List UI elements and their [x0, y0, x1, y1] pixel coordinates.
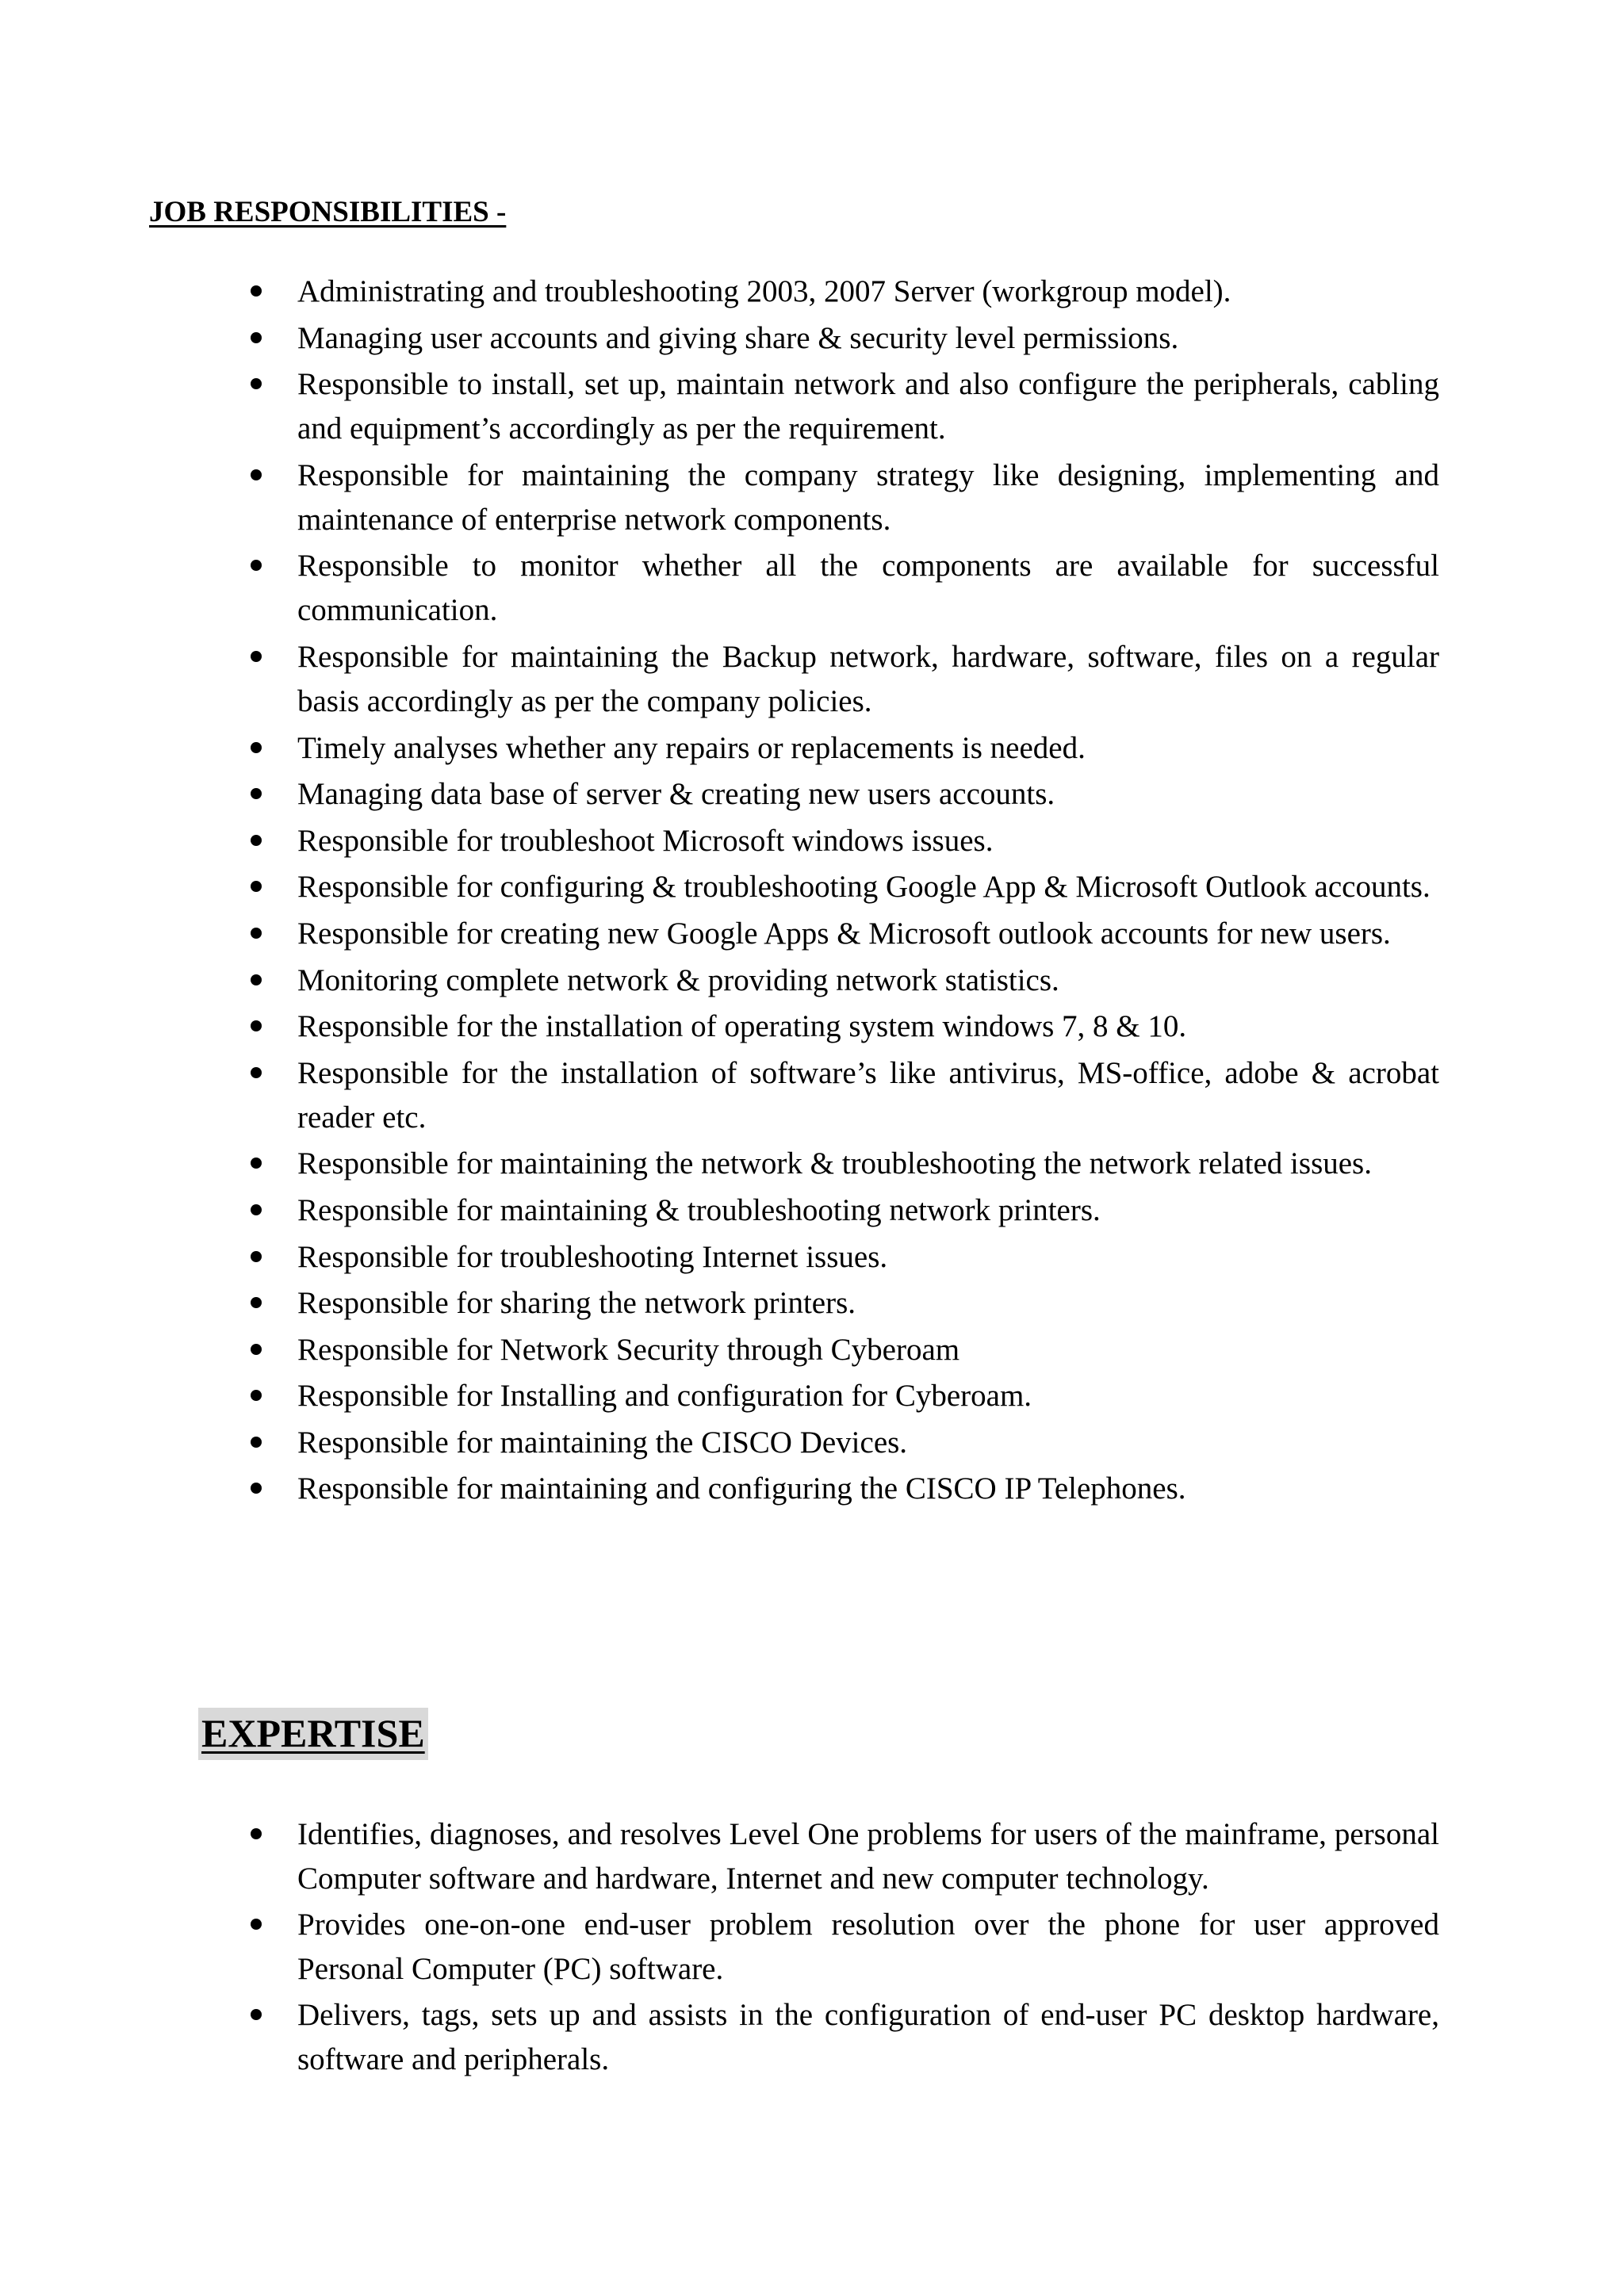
list-item-text: Responsible for configuring & troubleshooting Google App & Microsoft Outlook accounts. — [297, 870, 1431, 905]
list-item — [297, 1051, 1439, 1140]
list-item-text: Responsible for maintaining the company strategy like designing, implementing and maintenance of enterprise network components. — [297, 457, 1439, 537]
bullet-icon — [251, 651, 262, 662]
bullet-icon — [251, 1067, 262, 1078]
list-item-text: Responsible for maintaining the Backup network, hardware, software, files on a regular basis accordingly as per the company policies. — [297, 639, 1439, 718]
list-item-text: Responsible for troubleshoot Microsoft windows issues. — [297, 823, 994, 858]
list-item — [297, 865, 1439, 909]
list-item — [297, 726, 1439, 771]
bullet-icon — [251, 1204, 262, 1215]
bullet-icon — [251, 788, 262, 799]
list-item — [297, 1281, 1439, 1326]
expertise-heading: EXPERTISE — [198, 1708, 428, 1760]
list-item-text: Responsible for creating new Google Apps & Microsoft outlook accounts for new users. — [297, 916, 1391, 951]
list-item-text: Monitoring complete network & providing network statistics. — [297, 962, 1059, 997]
list-item — [297, 959, 1439, 1003]
list-item — [297, 1235, 1439, 1280]
bullet-icon — [251, 1919, 262, 1930]
job-responsibilities-heading: JOB RESPONSIBILITIES - — [149, 196, 507, 228]
bullet-icon — [251, 285, 262, 297]
bullet-icon — [251, 1297, 262, 1308]
list-item-text: Responsible to install, set up, maintain network and also configure the peripherals, cabling and equipment’s accordingly as per the requirement. — [297, 367, 1439, 446]
bullet-icon — [251, 1344, 262, 1355]
list-item-text: Responsible for sharing the network printers. — [297, 1286, 856, 1321]
bullet-icon — [251, 1158, 262, 1169]
list-item — [297, 912, 1439, 956]
list-item — [297, 1328, 1439, 1372]
list-item-text: Delivers, tags, sets up and assists in the configuration of end-user PC desktop hardware, software and peripherals. — [297, 1998, 1439, 2076]
bullet-icon — [251, 1483, 262, 1494]
bullet-icon — [251, 1828, 262, 1839]
list-item — [297, 1993, 1439, 2082]
bullet-icon — [251, 1390, 262, 1401]
bullet-icon — [251, 1251, 262, 1262]
bullet-icon — [251, 1020, 262, 1031]
list-item — [297, 1467, 1439, 1511]
bullet-icon — [251, 469, 262, 480]
list-item-text: Responsible for Installing and configuration for Cyberoam. — [297, 1379, 1032, 1414]
list-item — [297, 453, 1439, 542]
list-item — [297, 635, 1439, 724]
list-item — [297, 362, 1439, 451]
bullet-icon — [251, 742, 262, 753]
list-item-text: Responsible for Network Security through Cyberoam — [297, 1332, 960, 1367]
bullet-icon — [251, 332, 262, 343]
list-item — [297, 316, 1439, 361]
bullet-icon — [251, 928, 262, 939]
list-item-text: Responsible to monitor whether all the components are available for successful communication. — [297, 549, 1439, 628]
list-item — [297, 544, 1439, 633]
list-item-text: Responsible for the installation of operating system windows 7, 8 & 10. — [297, 1009, 1187, 1044]
list-item-text: Managing user accounts and giving share & security level permissions. — [297, 320, 1179, 355]
bullet-icon — [251, 2009, 262, 2020]
job-responsibilities-list — [297, 270, 1439, 1513]
list-item-text: Administrating and troubleshooting 2003, 2007 Server (workgroup model). — [297, 274, 1231, 308]
list-item — [297, 1812, 1439, 1901]
list-item-text: Managing data base of server & creating new users accounts. — [297, 777, 1055, 812]
list-item — [297, 1188, 1439, 1233]
list-item — [297, 1142, 1439, 1186]
list-item-text: Provides one-on-one end-user problem resolution over the phone for user approved Personal Computer (PC) software. — [297, 1908, 1439, 1986]
bullet-icon — [251, 378, 262, 389]
list-item-text: Responsible for the installation of software’s like antivirus, MS-office, adobe & acrobat reader etc. — [297, 1055, 1439, 1135]
expertise-list — [297, 1812, 1439, 2084]
list-item — [297, 772, 1439, 817]
list-item-text: Identifies, diagnoses, and resolves Level One problems for users of the mainframe, personal Computer software and hardware, Internet and new computer technology. — [297, 1817, 1439, 1896]
list-item — [297, 819, 1439, 863]
list-item-text: Responsible for maintaining the network & troubleshooting the network related issues. — [297, 1146, 1372, 1181]
list-item — [297, 1903, 1439, 1992]
bullet-icon — [251, 974, 262, 985]
bullet-icon — [251, 1437, 262, 1448]
bullet-icon — [251, 835, 262, 846]
list-item — [297, 1004, 1439, 1049]
list-item-text: Responsible for troubleshooting Internet issues. — [297, 1239, 888, 1274]
bullet-icon — [251, 560, 262, 571]
list-item-text: Timely analyses whether any repairs or replacements is needed. — [297, 730, 1086, 765]
list-item-text: Responsible for maintaining the CISCO Devices. — [297, 1425, 908, 1460]
bullet-icon — [251, 881, 262, 892]
list-item — [297, 270, 1439, 314]
list-item — [297, 1374, 1439, 1418]
list-item-text: Responsible for maintaining and configuring the CISCO IP Telephones. — [297, 1471, 1186, 1506]
list-item-text: Responsible for maintaining & troubleshooting network printers. — [297, 1192, 1101, 1227]
list-item — [297, 1421, 1439, 1465]
